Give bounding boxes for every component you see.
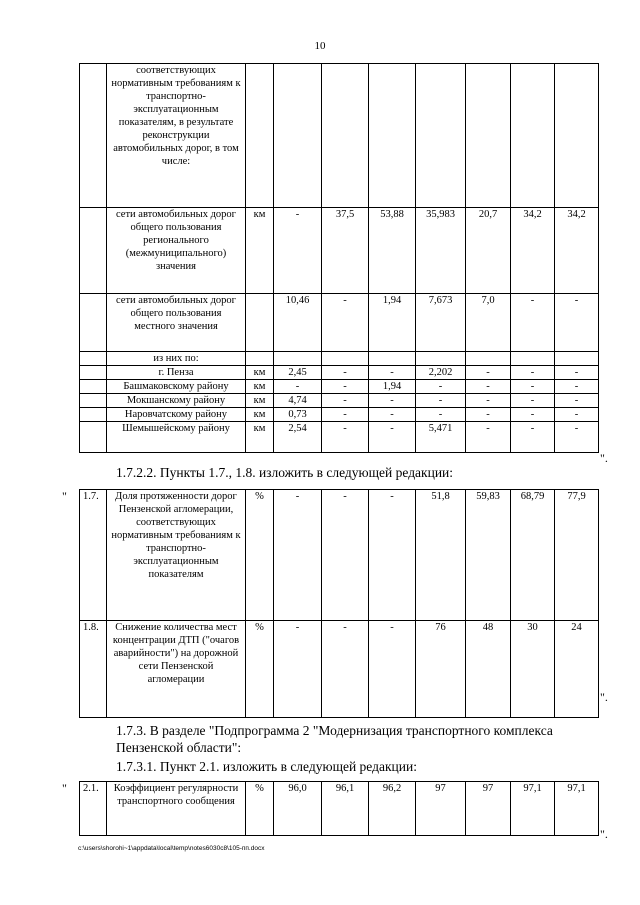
indicator-table-2-1 bbox=[79, 781, 599, 836]
year-value-cell: - bbox=[322, 366, 369, 380]
year-value-cell: 24 bbox=[555, 621, 599, 718]
year-value-cell: 97 bbox=[416, 782, 466, 836]
year-value-cell: - bbox=[555, 394, 599, 408]
year-value-cell: 0,73 bbox=[274, 408, 322, 422]
table-row bbox=[80, 294, 599, 352]
closing-quote: ". bbox=[600, 690, 608, 704]
table-row bbox=[80, 366, 599, 380]
table-row bbox=[80, 352, 599, 366]
year-value-cell: 1,94 bbox=[369, 294, 416, 352]
year-value-cell bbox=[466, 352, 511, 366]
row-number-cell bbox=[80, 408, 107, 422]
year-value-cell: 53,88 bbox=[369, 208, 416, 294]
year-value-cell: - bbox=[369, 490, 416, 621]
paragraph-1-7-3 bbox=[116, 722, 598, 756]
year-value-cell bbox=[511, 64, 555, 208]
year-value-cell: - bbox=[416, 380, 466, 394]
year-value-cell: 20,7 bbox=[466, 208, 511, 294]
unit-cell bbox=[246, 352, 274, 366]
year-value-cell bbox=[416, 64, 466, 208]
year-value-cell: 10,46 bbox=[274, 294, 322, 352]
year-value-cell bbox=[511, 352, 555, 366]
year-value-cell: - bbox=[511, 394, 555, 408]
year-value-cell bbox=[416, 352, 466, 366]
year-value-cell: - bbox=[369, 394, 416, 408]
indicator-table-1-7-1-8 bbox=[79, 489, 599, 718]
year-value-cell: - bbox=[369, 422, 416, 453]
indicator-name-cell: Снижение количества мест концентрации ДТП ("очагов аварийности") на дорожной сети Пензенской агломерации bbox=[107, 621, 246, 718]
row-number-cell bbox=[80, 394, 107, 408]
year-value-cell: 96,0 bbox=[274, 782, 322, 836]
year-value-cell: - bbox=[466, 422, 511, 453]
indicator-table-continued bbox=[79, 63, 599, 453]
year-value-cell: - bbox=[511, 294, 555, 352]
indicator-name-cell: соответствующих нормативным требованиям к транспортно-эксплуатационным показателям, в результате реконструкции автомобильных дорог, в том числе: bbox=[107, 64, 246, 208]
year-value-cell bbox=[555, 352, 599, 366]
table-row bbox=[80, 64, 599, 208]
year-value-cell: 51,8 bbox=[416, 490, 466, 621]
opening-quote: " bbox=[62, 781, 67, 795]
year-value-cell: 76 bbox=[416, 621, 466, 718]
year-value-cell bbox=[369, 352, 416, 366]
unit-cell bbox=[246, 294, 274, 352]
indicator-name-cell: Башмаковскому району bbox=[107, 380, 246, 394]
row-number-cell bbox=[80, 208, 107, 294]
year-value-cell: 59,83 bbox=[466, 490, 511, 621]
indicator-name-cell: Мокшанскому району bbox=[107, 394, 246, 408]
indicator-name-cell: сети автомобильных дорог общего пользования местного значения bbox=[107, 294, 246, 352]
unit-cell bbox=[246, 64, 274, 208]
year-value-cell: - bbox=[555, 408, 599, 422]
year-value-cell bbox=[369, 64, 416, 208]
row-number-cell: 2.1. bbox=[80, 782, 107, 836]
table-row bbox=[80, 208, 599, 294]
row-number-cell: 1.8. bbox=[80, 621, 107, 718]
year-value-cell: 37,5 bbox=[322, 208, 369, 294]
year-value-cell: 34,2 bbox=[511, 208, 555, 294]
year-value-cell: 2,45 bbox=[274, 366, 322, 380]
year-value-cell: 5,471 bbox=[416, 422, 466, 453]
year-value-cell: 68,79 bbox=[511, 490, 555, 621]
closing-quote: ". bbox=[600, 827, 608, 841]
year-value-cell: - bbox=[369, 621, 416, 718]
table-row bbox=[80, 394, 599, 408]
year-value-cell: 4,74 bbox=[274, 394, 322, 408]
unit-cell: км bbox=[246, 408, 274, 422]
year-value-cell: - bbox=[466, 394, 511, 408]
unit-cell: км bbox=[246, 394, 274, 408]
year-value-cell: - bbox=[416, 408, 466, 422]
year-value-cell: 96,2 bbox=[369, 782, 416, 836]
unit-cell: % bbox=[246, 782, 274, 836]
table-row bbox=[80, 408, 599, 422]
row-number-cell bbox=[80, 422, 107, 453]
year-value-cell: 48 bbox=[466, 621, 511, 718]
year-value-cell: 34,2 bbox=[555, 208, 599, 294]
year-value-cell: - bbox=[274, 380, 322, 394]
unit-cell: % bbox=[246, 621, 274, 718]
year-value-cell bbox=[322, 352, 369, 366]
year-value-cell: 97 bbox=[466, 782, 511, 836]
year-value-cell: 2,202 bbox=[416, 366, 466, 380]
year-value-cell: 96,1 bbox=[322, 782, 369, 836]
row-number-cell bbox=[80, 352, 107, 366]
row-number-cell bbox=[80, 64, 107, 208]
year-value-cell: - bbox=[511, 380, 555, 394]
year-value-cell: - bbox=[322, 408, 369, 422]
year-value-cell: - bbox=[369, 408, 416, 422]
page-number: 10 bbox=[314, 40, 326, 52]
indicator-name-cell: Шемышейскому району bbox=[107, 422, 246, 453]
table-row bbox=[80, 490, 599, 621]
year-value-cell: - bbox=[555, 380, 599, 394]
year-value-cell: 2,54 bbox=[274, 422, 322, 453]
unit-cell: км bbox=[246, 366, 274, 380]
year-value-cell: - bbox=[555, 366, 599, 380]
year-value-cell: 7,0 bbox=[466, 294, 511, 352]
opening-quote: " bbox=[62, 489, 67, 503]
year-value-cell: - bbox=[511, 408, 555, 422]
row-number-cell bbox=[80, 380, 107, 394]
year-value-cell: 77,9 bbox=[555, 490, 599, 621]
row-number-cell bbox=[80, 366, 107, 380]
row-number-cell: 1.7. bbox=[80, 490, 107, 621]
row-number-cell bbox=[80, 294, 107, 352]
indicator-name-cell: сети автомобильных дорог общего пользования регионального (межмуниципального) значения bbox=[107, 208, 246, 294]
year-value-cell bbox=[274, 352, 322, 366]
year-value-cell: - bbox=[322, 380, 369, 394]
paragraph-1-7-3-1: 1.7.3.1. Пункт 2.1. изложить в следующей редакции: bbox=[116, 759, 417, 774]
closing-quote: ". bbox=[600, 451, 608, 465]
year-value-cell: 30 bbox=[511, 621, 555, 718]
year-value-cell: - bbox=[466, 408, 511, 422]
paragraph-1-7-2-2: 1.7.2.2. Пункты 1.7., 1.8. изложить в следующей редакции: bbox=[116, 465, 454, 480]
year-value-cell: 35,983 bbox=[416, 208, 466, 294]
table-row bbox=[80, 782, 599, 836]
table-row bbox=[80, 621, 599, 718]
year-value-cell: 97,1 bbox=[511, 782, 555, 836]
indicator-name-cell: из них по: bbox=[107, 352, 246, 366]
paragraph-1-7-3-text: 1.7.3. В разделе "Подпрограмма 2 "Модернизация транспортного комплекса Пензенской области": bbox=[116, 723, 553, 755]
year-value-cell bbox=[555, 64, 599, 208]
year-value-cell: - bbox=[274, 490, 322, 621]
year-value-cell: - bbox=[322, 621, 369, 718]
table-row bbox=[80, 380, 599, 394]
unit-cell: км bbox=[246, 422, 274, 453]
year-value-cell: 97,1 bbox=[555, 782, 599, 836]
indicator-name-cell: Доля протяженности дорог Пензенской агломерации, соответствующих нормативным требованиям к транспортно-эксплуатационным показателям bbox=[107, 490, 246, 621]
footer-file-path: c:\users\shorohi~1\appdata\local\temp\notes6030c8\105-пп.docx bbox=[78, 845, 265, 852]
year-value-cell: - bbox=[466, 366, 511, 380]
year-value-cell: - bbox=[274, 208, 322, 294]
year-value-cell: - bbox=[369, 366, 416, 380]
year-value-cell bbox=[322, 64, 369, 208]
year-value-cell: 1,94 bbox=[369, 380, 416, 394]
year-value-cell: - bbox=[555, 422, 599, 453]
year-value-cell bbox=[274, 64, 322, 208]
unit-cell: % bbox=[246, 490, 274, 621]
year-value-cell: - bbox=[555, 294, 599, 352]
table-row bbox=[80, 422, 599, 453]
year-value-cell: 7,673 bbox=[416, 294, 466, 352]
unit-cell: км bbox=[246, 380, 274, 394]
year-value-cell: - bbox=[322, 490, 369, 621]
year-value-cell: - bbox=[274, 621, 322, 718]
indicator-name-cell: г. Пенза bbox=[107, 366, 246, 380]
year-value-cell: - bbox=[322, 394, 369, 408]
indicator-name-cell: Наровчатскому району bbox=[107, 408, 246, 422]
year-value-cell: - bbox=[416, 394, 466, 408]
year-value-cell: - bbox=[322, 422, 369, 453]
year-value-cell: - bbox=[511, 366, 555, 380]
year-value-cell: - bbox=[322, 294, 369, 352]
unit-cell: км bbox=[246, 208, 274, 294]
year-value-cell: - bbox=[466, 380, 511, 394]
year-value-cell bbox=[466, 64, 511, 208]
indicator-name-cell: Коэффициент регулярности транспортного сообщения bbox=[107, 782, 246, 836]
year-value-cell: - bbox=[511, 422, 555, 453]
